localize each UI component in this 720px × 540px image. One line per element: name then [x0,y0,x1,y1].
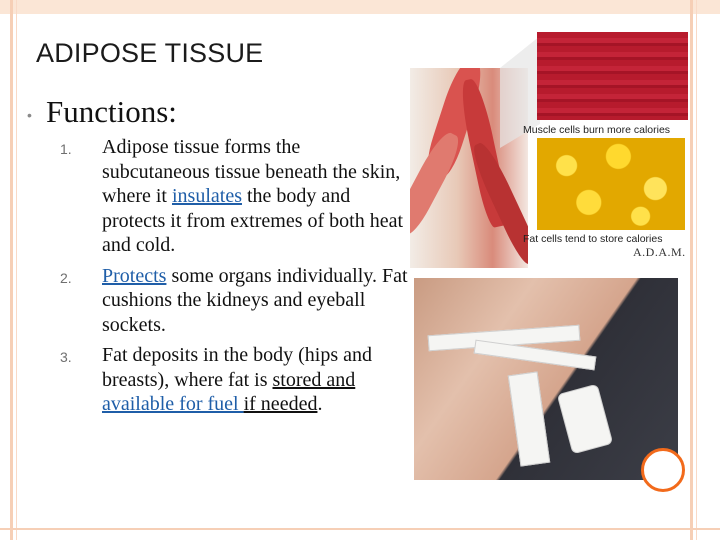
slide-frame-right [690,0,693,540]
muscle-caption: Muscle cells burn more calories [523,124,671,136]
hyperlink-text[interactable]: available for fuel [102,393,244,415]
hyperlink-text[interactable]: insulates [171,185,242,207]
list-item-text [102,135,410,258]
text-run: Adipose tissue forms the subcutaneous tissue beneath the skin, where it [102,136,401,207]
list-item [60,264,410,338]
slide-frame-top [0,0,720,14]
list-item-number: 2. [60,269,72,286]
list-item-number: 3. [60,349,72,365]
list-item [60,135,410,258]
underlined-text: stored and [272,368,356,391]
functions-heading: Functions: [46,94,177,129]
slide-frame-right-inner [696,0,697,540]
list-item-number: 1. [60,141,72,157]
text-run: some organs individually. Fat cushions the kidneys and eyeball sockets. [102,264,408,336]
list-item-text [102,343,410,417]
fat-caption: Fat cells tend to store calories [523,233,663,245]
muscle-cells-image [537,32,688,120]
fat-cells-image [537,138,685,230]
bullet-dot-icon: • [27,107,32,123]
slide-title: ADIPOSE TISSUE [36,38,264,68]
adam-logo: A.D.A.M. [633,245,686,259]
slide-frame-left [10,0,13,540]
orange-circle-badge [641,448,685,492]
functions-list [60,135,410,423]
slide-frame-left-inner [16,0,17,540]
underlined-text: if needed [243,393,318,415]
slide-frame-bottom [0,528,720,530]
list-item [60,343,410,417]
list-item-text [102,264,410,338]
skinfold-caliper-photo [414,278,678,480]
text-run: the body and protects it from extremes of both heat and cold. [102,185,404,256]
text-run: . [317,393,323,415]
text-run: Fat deposits in the body (hips and breasts), where fat is [102,344,372,391]
hyperlink-text[interactable]: Protects [102,264,167,287]
